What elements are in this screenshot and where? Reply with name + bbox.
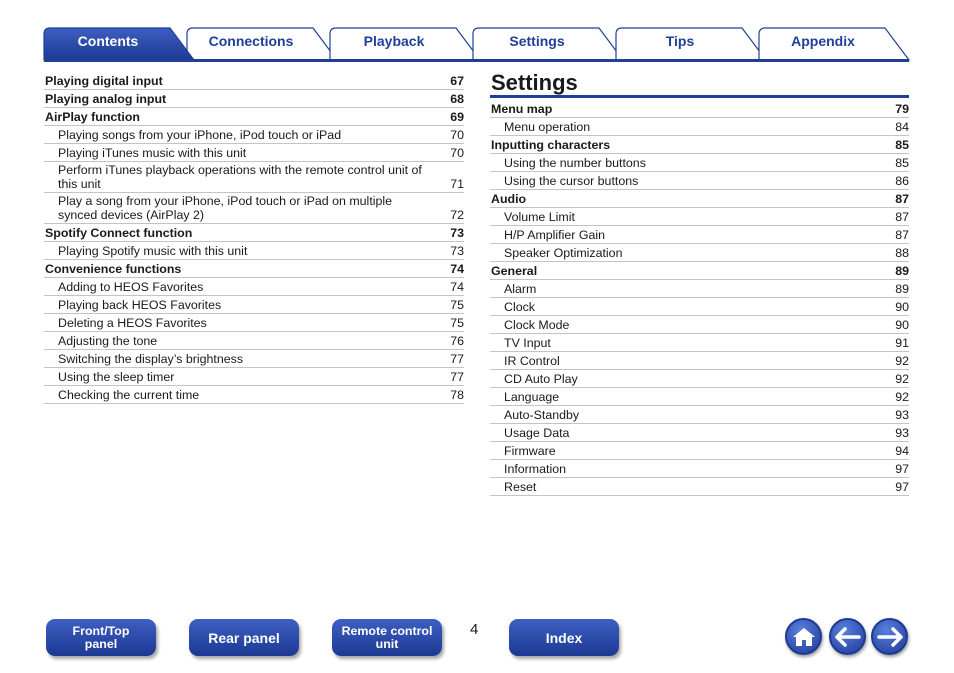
toc-item-row[interactable] (44, 368, 464, 386)
toc-entry-title: Playing analog input (45, 92, 167, 106)
toc-page-number: 85 (895, 138, 909, 152)
toc-page-number: 89 (895, 282, 909, 296)
toc-item-row[interactable] (44, 242, 464, 260)
home-button[interactable] (785, 618, 822, 655)
toc-entry-title: Information (504, 462, 566, 476)
toc-page-number: 88 (895, 246, 909, 260)
back-button[interactable] (829, 618, 866, 655)
toc-page-number: 68 (450, 92, 464, 106)
toc-entry-title: Auto-Standby (504, 408, 580, 422)
toc-entry-title: Convenience functions (45, 262, 182, 276)
front-top-panel-button[interactable] (46, 619, 156, 656)
toc-page-number: 86 (895, 174, 909, 188)
toc-entry-title: Firmware (504, 444, 556, 458)
toc-page-number: 87 (895, 228, 909, 242)
tab-contents[interactable]: Contents (77, 33, 139, 49)
toc-item-row[interactable] (490, 316, 909, 334)
toc-left-column (44, 72, 464, 404)
tab-bar (0, 0, 954, 64)
toc-entry-title: General (491, 264, 538, 278)
arrow-right-icon (877, 627, 903, 647)
toc-entry-title: Switching the display’s brightness (58, 352, 244, 366)
toc-item-row[interactable] (44, 350, 464, 368)
toc-heading-row[interactable] (44, 72, 464, 90)
toc-page-number: 77 (450, 370, 464, 384)
toc-entry-title: TV Input (504, 336, 551, 350)
front-top-label-1: Front/Top (72, 623, 130, 638)
toc-page-number: 93 (895, 408, 909, 422)
toc-item-row[interactable] (490, 154, 909, 172)
toc-page-number: 97 (895, 462, 909, 476)
toc-page-number: 71 (450, 177, 464, 191)
toc-page-number: 87 (895, 210, 909, 224)
toc-entry-title: Language (504, 390, 560, 404)
toc-page-number: 92 (895, 372, 909, 386)
toc-entry-title: Play a song from your iPhone, iPod touch or iPad on multiple synced devices (AirPlay 2) (58, 194, 393, 222)
toc-page-number: 74 (450, 262, 464, 276)
home-icon (792, 626, 816, 648)
toc-entry-title: Using the sleep timer (58, 370, 175, 384)
forward-button[interactable] (871, 618, 908, 655)
toc-entry-title: Speaker Optimization (504, 246, 623, 260)
tab-appendix[interactable]: Appendix (791, 33, 855, 49)
toc-item-row[interactable] (490, 352, 909, 370)
remote-label-1: Remote control (341, 623, 433, 638)
tab-underline (44, 59, 909, 62)
toc-page-number: 85 (895, 156, 909, 170)
toc-item-row[interactable] (44, 296, 464, 314)
remote-label-2: unit (375, 636, 399, 651)
tab-connections[interactable]: Connections (208, 33, 294, 49)
toc-entry-title: Alarm (504, 282, 537, 296)
toc-item-row[interactable] (44, 332, 464, 350)
toc-item-row[interactable] (490, 280, 909, 298)
toc-page-number: 84 (895, 120, 909, 134)
toc-entry-title: Perform iTunes playback operations with the remote control unit of this unit (58, 163, 422, 191)
toc-page-number: 74 (450, 280, 464, 294)
toc-item-row[interactable] (44, 386, 464, 404)
toc-page-number: 79 (895, 102, 909, 116)
rear-panel-button[interactable] (189, 619, 299, 656)
toc-item-row[interactable] (44, 144, 464, 162)
toc-heading-row[interactable] (44, 260, 464, 278)
toc-page-number: 90 (895, 318, 909, 332)
toc-item-row[interactable] (490, 118, 909, 136)
toc-page-number: 77 (450, 352, 464, 366)
toc-entry-title: AirPlay function (45, 110, 141, 124)
toc-entry-title: Adjusting the tone (58, 334, 158, 348)
toc-entry-title: Spotify Connect function (45, 226, 193, 240)
toc-page-number: 78 (450, 388, 464, 402)
toc-entry-title: Volume Limit (504, 210, 575, 224)
toc-item-row[interactable] (490, 370, 909, 388)
toc-entry-title: Usage Data (504, 426, 570, 440)
toc-entry-title: Playing iTunes music with this unit (58, 146, 247, 160)
toc-page-number: 90 (895, 300, 909, 314)
toc-item-row[interactable] (490, 460, 909, 478)
tab-tips[interactable]: Tips (665, 33, 695, 49)
toc-item-row[interactable] (490, 424, 909, 442)
toc-entry-title: Clock (504, 300, 535, 314)
tab-playback[interactable]: Playback (363, 33, 425, 49)
toc-entry-title: Deleting a HEOS Favorites (58, 316, 207, 330)
toc-item-row[interactable] (44, 162, 464, 193)
index-button[interactable] (509, 619, 619, 656)
toc-item-row[interactable] (490, 244, 909, 262)
arrow-left-icon (835, 627, 861, 647)
toc-item-row[interactable] (490, 226, 909, 244)
toc-heading-row[interactable] (44, 108, 464, 126)
toc-entry-title: Reset (504, 480, 537, 494)
page-number: 4 (470, 621, 479, 638)
toc-entry-title: Using the number buttons (504, 156, 646, 170)
toc-page-number: 89 (895, 264, 909, 278)
toc-right-column (490, 70, 909, 496)
toc-page-number: 69 (450, 110, 464, 124)
toc-item-row[interactable] (44, 126, 464, 144)
toc-item-row[interactable] (490, 334, 909, 352)
toc-page-number: 75 (450, 316, 464, 330)
toc-page-number: 73 (450, 226, 464, 240)
toc-entry-title: Adding to HEOS Favorites (58, 280, 204, 294)
toc-page-number: 76 (450, 334, 464, 348)
toc-page-number: 93 (895, 426, 909, 440)
front-top-label-2: panel (84, 636, 118, 651)
toc-entry-title: Audio (491, 192, 527, 206)
toc-entry-title: Menu map (491, 102, 553, 116)
toc-item-row[interactable] (44, 314, 464, 332)
toc-entry-title: Playing digital input (45, 74, 163, 88)
rear-panel-label: Rear panel (208, 629, 280, 646)
toc-item-row[interactable] (490, 172, 909, 190)
toc-entry-title: Playing back HEOS Favorites (58, 298, 222, 312)
toc-heading-row[interactable] (44, 224, 464, 242)
toc-item-row[interactable] (490, 442, 909, 460)
toc-page-number: 91 (895, 336, 909, 350)
toc-heading-row[interactable] (490, 100, 909, 118)
toc-page-number: 73 (450, 244, 464, 258)
toc-item-row[interactable] (490, 388, 909, 406)
toc-item-row[interactable] (490, 208, 909, 226)
toc-entry-title: Clock Mode (504, 318, 570, 332)
toc-page-number: 97 (895, 480, 909, 494)
toc-page-number: 72 (450, 208, 464, 222)
toc-heading-row[interactable] (490, 190, 909, 208)
toc-page-number: 92 (895, 390, 909, 404)
toc-page-number: 70 (450, 146, 464, 160)
toc-entry-title: Playing songs from your iPhone, iPod touch or iPad (58, 128, 342, 142)
toc-item-row[interactable] (44, 278, 464, 296)
index-label: Index (545, 629, 583, 646)
tab-settings[interactable]: Settings (509, 33, 565, 49)
toc-page-number: 67 (450, 74, 464, 88)
tab-shapes (0, 0, 954, 64)
toc-heading-row[interactable] (490, 136, 909, 154)
toc-entry-title: Playing Spotify music with this unit (58, 244, 248, 258)
toc-item-row[interactable] (490, 478, 909, 496)
toc-page-number: 94 (895, 444, 909, 458)
toc-item-row[interactable] (490, 298, 909, 316)
toc-page-number: 75 (450, 298, 464, 312)
toc-entry-title: Inputting characters (491, 138, 611, 152)
toc-heading-row[interactable] (44, 90, 464, 108)
toc-entry-title: Checking the current time (58, 388, 200, 402)
section-title: Settings (490, 70, 909, 98)
toc-page-number: 87 (895, 192, 909, 206)
toc-entry-title: IR Control (504, 354, 560, 368)
toc-entry-title: H/P Amplifier Gain (504, 228, 605, 242)
toc-entry-title: Using the cursor buttons (504, 174, 639, 188)
toc-entry-title: Menu operation (504, 120, 591, 134)
remote-control-unit-button[interactable] (332, 619, 442, 656)
toc-page-number: 92 (895, 354, 909, 368)
toc-item-row[interactable] (44, 193, 464, 224)
toc-page-number: 70 (450, 128, 464, 142)
toc-heading-row[interactable] (490, 262, 909, 280)
toc-entry-title: CD Auto Play (504, 372, 578, 386)
toc-item-row[interactable] (490, 406, 909, 424)
